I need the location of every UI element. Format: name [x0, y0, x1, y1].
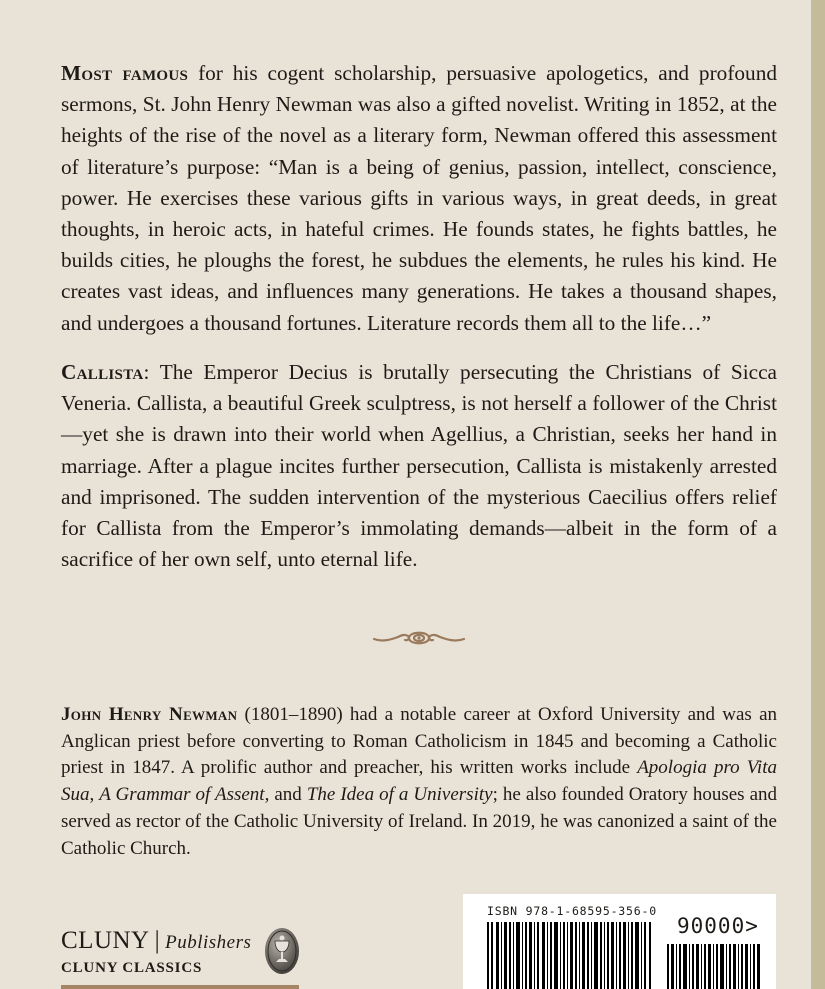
- isbn-number: ISBN 978-1-68595-356-0: [487, 904, 657, 918]
- chalice-seal-icon: [264, 927, 300, 975]
- work-title-apologia: Apologia pro Vita Sua: [61, 757, 777, 806]
- bio-separator-2: , and: [264, 784, 307, 806]
- bio-separator-1: ,: [89, 784, 100, 806]
- flourish-ornament-icon: [372, 622, 466, 652]
- work-title-grammar: A Grammar of Assent: [99, 784, 265, 806]
- barcode-icon: [463, 894, 776, 989]
- spine-edge: [811, 0, 825, 989]
- intro-lead: Most famous: [61, 61, 189, 85]
- author-bio: [61, 702, 777, 862]
- barcode-panel: [463, 894, 776, 989]
- synopsis-lead: Callista: [61, 360, 144, 384]
- intro-paragraph: [61, 58, 777, 339]
- synopsis-paragraph: [61, 357, 777, 575]
- synopsis-text: : The Emperor Decius is brutally persecuting the Christians of Sicca Veneria. Callista, a beautiful Greek sculptress, is not herself a follower of the Christ—yet she is drawn into their world when Agellius, a Christian, seeks her hand in marriage. After a plague incites further persecution, Callista is mistakenly arrested and imprisoned. The sudden intervention of the mysterious Caecilius offers relief for Callista from the Emperor’s immolating demands—albeit in the form of a sacrifice of her own self, unto eternal life.: [61, 360, 777, 572]
- author-name: John Henry Newman: [61, 704, 238, 725]
- publisher-rule: [61, 985, 299, 989]
- publisher-word: Publishers: [165, 932, 252, 953]
- publisher-name: [61, 927, 251, 955]
- intro-text: for his cogent scholarship, persuasive apologetics, and profound sermons, St. John Henry Newman was also a gifted novelist. Writing in 1852, at the heights of the rise of the novel as a literary form, Newman offered this assessment of literature’s purpose: “Man is a being of genius, passion, intellect, conscience, power. He exercises these various gifts in various ways, in great deeds, in great thoughts, in heroic acts, in hateful crimes. He founds states, he fights battles, he builds cities, he ploughs the forest, he subdues the elements, he rules his kind. He creates vast ideas, and influences many generations. He takes a thousand shapes, and undergoes a thousand fortunes. Literature records them all to the life…”: [61, 61, 778, 335]
- price-code: 90000>: [677, 914, 759, 938]
- bio-text-part2: ; he also founded Oratory houses and served as rector of the Catholic University of Ireland. In 2019, he was canonized a saint of the Catholic Church.: [61, 784, 778, 859]
- bio-text-part1: (1801–1890) had a notable career at Oxford University and was an Anglican priest before converting to Roman Catholicism in 1845 and becoming a Catholic priest in 1847. A prolific author and preacher, his written works include: [61, 704, 777, 779]
- publisher-name-text: CLUNY: [61, 927, 150, 954]
- work-title-idea: The Idea of a University: [306, 784, 493, 806]
- publisher-separator: |: [154, 927, 161, 954]
- series-name: CLUNY CLASSICS: [61, 960, 203, 976]
